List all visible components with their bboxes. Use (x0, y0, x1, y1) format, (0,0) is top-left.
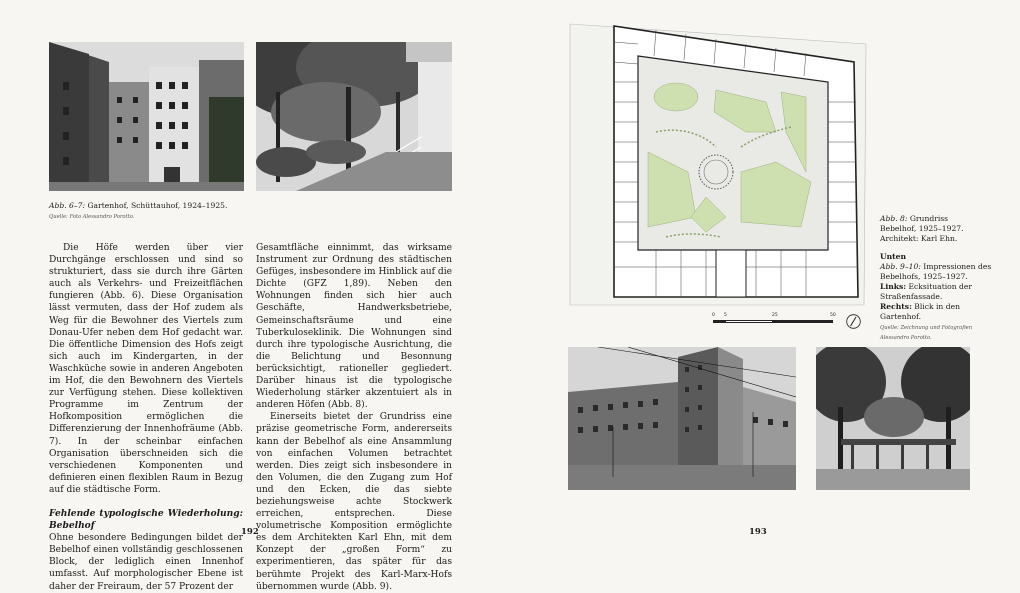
caption-text: Grundriss (907, 214, 949, 223)
text-column-1 (49, 242, 243, 593)
caption-source: Quelle: Foto Alessandro Porotto. (49, 214, 135, 220)
paragraph: Die Höfe werden über vier Durchgänge erschlossen und sind so strukturiert, dass sie durch ihre Gärten auch als Verkehrs- und Freizeitflächen fungieren (Abb. 6). Diese Organisation lässt vermuten, dass der Hof zudem als Weg für die Bewohner des Viertels zum Donau-Ufer neben dem Hof gedacht war. Die öffentliche Dimension des Hofs zeigt sich auch im Kindergarten, in der Waschküche sowie in anderen Angeboten im Hof, die den Bewohnern des Viertels zur Verfügung stehen. Diese kollektiven Programme im Zentrum der Hofkomposition ermöglichen die Differenzierung der Innenhofräume (Abb. 7). In der scheinbar einfachen Organisation überschneiden sich die verschiedenen Komponenten und definieren einen flexiblen Raum in Bezug auf die städtische Form. (49, 243, 243, 495)
scale-tick: 0 (712, 313, 715, 318)
caption-label: Links: (880, 282, 907, 291)
paragraph: Ohne besondere Bedingungen bildet der Bebelhof einen vollständig geschlossenen Block, der lediglich einen Innenhof umfasst. Auf morphologischer Ebene ist daher der Freiraum, der 57 Prozent der (49, 533, 243, 592)
figure-caption-6-7 (49, 201, 349, 222)
caption-source: Quelle: Zeichnung und Fotografien Alessandro Porotto. (880, 325, 973, 341)
paragraph: Einerseits bietet der Grundriss eine präzise geometrische Form, andererseits kann der Bebelhof als eine Ansammlung von einfachen Volumen betrachtet werden. Dies zeigt sich insbesondere in den Volumen, die den Zugang zum Hof und den Ecken, die das siebte beziehungsweise achte Stockwerk erreichen, entsprechen. Diese volumetrische Komposition ermöglichte es dem Architekten Karl Ehn, mit dem Konzept der „großen Form“ zu experimentieren, das später für das berühmte Projekt des Karl-Marx-Hofs übernommen wurde (Abb. 9). (256, 412, 452, 592)
floor-plan-bebelhof (566, 22, 870, 306)
caption-text: Gartenhof, Schüttauhof, 1924–1925. (85, 201, 228, 210)
photo-gartenhof-facade (49, 42, 244, 191)
section-heading: Fehlende typologische Wiederholung: Bebelhof (49, 507, 243, 532)
scale-tick: 25 (772, 313, 778, 318)
figure-caption-8-10 (880, 214, 998, 343)
figure-ref: Abb. 8: (880, 214, 908, 223)
scale-tick: 5 (724, 313, 727, 318)
caption-text: Bebelhof, 1925–1927. (880, 224, 964, 233)
scale-tick: 50 (830, 313, 836, 318)
paragraph: Gesamtfläche einnimmt, das wirksame Instrument zur Ordnung des städtischen Gefüges, insbesondere im Hinblick auf die Dichte (GFZ 1,89). Neben den Wohnungen finden sich hier auch Geschäfte, Handwerksbetriebe, Gemeinschaftsräume und eine Tuberkuloseklinik. Die Wohnungen sind durch ihre typologische Ausrichtung, die die Belichtung und Besonnung berücksichtigt, rationeller gegliedert. Darüber hinaus ist die typologische Wiederholung stärker akzentuiert als in anderen Höfen (Abb. 8). (256, 243, 452, 411)
caption-label: Rechts: (880, 302, 912, 311)
caption-text: Blick in den Gartenhof. (880, 302, 960, 321)
caption-text: Impressionen des Bebelhofs, 1925–1927. (880, 262, 992, 281)
north-arrow-icon (846, 314, 861, 329)
page-number-right: 193 (749, 527, 767, 537)
page-number-left: 192 (241, 527, 259, 537)
photo-gartenhof-courtyard (256, 42, 452, 191)
photo-bebelhof-street-corner (568, 347, 796, 490)
caption-text: Architekt: Karl Ehn. (880, 234, 958, 243)
scale-bar (713, 320, 833, 323)
caption-text: Ecksituation der Straßenfassade. (880, 282, 973, 301)
figure-ref: Abb. 9–10: (880, 262, 921, 271)
text-column-2 (256, 242, 452, 593)
caption-heading: Unten (880, 252, 907, 261)
photo-bebelhof-garden (816, 347, 970, 490)
figure-ref: Abb. 6–7: (49, 201, 86, 210)
